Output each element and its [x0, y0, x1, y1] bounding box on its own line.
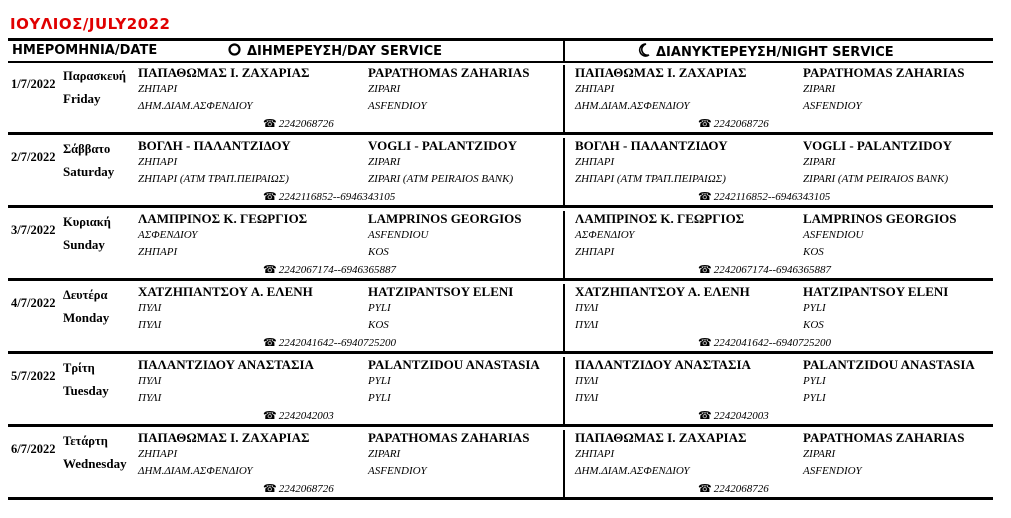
- day-location-greek: ΖΗΠΑΡΙ: [138, 83, 178, 95]
- day-location-english: PYLI: [368, 375, 391, 387]
- row-date: 5/7/2022: [11, 369, 56, 383]
- day-location-english: ZIPARI: [368, 156, 401, 168]
- day-phone: [263, 409, 334, 422]
- night-phone: [698, 190, 830, 203]
- row-day-english: Sunday: [63, 237, 105, 252]
- night-pharmacy-name-greek: ΧΑΤΖΗΠΑΝΤΣΟΥ Α. ΕΛΕΝΗ: [575, 284, 750, 299]
- day-address-english: ASFENDIOY: [368, 100, 427, 112]
- night-location-greek: ΖΗΠΑΡΙ: [575, 156, 615, 168]
- row-day-greek: Τετάρτη: [63, 434, 108, 448]
- phone-number: 2242067174--6946365887: [278, 264, 397, 276]
- row-day-greek: Παρασκευή: [63, 69, 127, 83]
- night-pharmacy-name-english: PALANTZIDOU ANASTASIA: [803, 357, 975, 372]
- phone-icon: ☎: [698, 191, 712, 203]
- column-divider: [563, 284, 565, 351]
- day-pharmacy-name-greek: ΧΑΤΖΗΠΑΝΤΣΟΥ Α. ΕΛΕΝΗ: [138, 284, 313, 299]
- phone-number: 2242068726: [713, 118, 769, 130]
- day-pharmacy-name-greek: ΠΑΠΑΘΩΜΑΣ Ι. ΖΑΧΑΡΙΑΣ: [138, 65, 310, 80]
- phone-number: 2242116852--6946343105: [278, 191, 396, 203]
- day-phone: [263, 482, 334, 495]
- phone-icon: ☎: [698, 483, 712, 495]
- day-location-english: ZIPARI: [368, 83, 401, 95]
- phone-number: 2242067174--6946365887: [713, 264, 832, 276]
- night-address-greek: ΔΗΜ.ΔΙΑΜ.ΑΣΦΕΝΔΙΟΥ: [575, 100, 690, 112]
- day-pharmacy-name-english: LAMPRINOS GEORGIOS: [368, 211, 522, 226]
- day-phone: [263, 117, 334, 130]
- night-location-greek: ΑΣΦΕΝΔΙΟΥ: [575, 229, 635, 241]
- phone-icon: ☎: [698, 410, 712, 422]
- day-pharmacy-name-english: VOGLI - PALANTZIDOY: [368, 138, 518, 153]
- night-phone: [698, 336, 831, 349]
- night-pharmacy-name-greek: ΠΑΠΑΘΩΜΑΣ Ι. ΖΑΧΑΡΙΑΣ: [575, 430, 747, 445]
- phone-icon: ☎: [263, 118, 277, 130]
- column-divider: [563, 357, 565, 424]
- day-location-greek: ΠΥΛΙ: [138, 375, 162, 387]
- night-pharmacy-name-english: PAPATHOMAS ZAHARIAS: [803, 430, 965, 445]
- schedule-row: [8, 282, 993, 355]
- phone-number: 2242042003: [278, 410, 334, 422]
- phone-number: 2242041642--6940725200: [278, 337, 397, 349]
- night-address-greek: ΖΗΠΑΡΙ: [575, 246, 615, 258]
- phone-icon: ☎: [263, 410, 277, 422]
- row-separator: [8, 132, 993, 135]
- day-pharmacy-name-greek: ΠΑΠΑΘΩΜΑΣ Ι. ΖΑΧΑΡΙΑΣ: [138, 430, 310, 445]
- phone-icon: ☎: [263, 337, 277, 349]
- day-location-greek: ΖΗΠΑΡΙ: [138, 448, 178, 460]
- row-day-greek: Σάββατο: [63, 142, 111, 156]
- day-pharmacy-name-english: HATZIPANTSOY ELENI: [368, 284, 514, 299]
- row-day-english: Tuesday: [63, 383, 109, 398]
- row-separator: [8, 424, 993, 427]
- day-phone: [263, 336, 396, 349]
- night-location-greek: ΠΥΛΙ: [575, 375, 599, 387]
- day-pharmacy-name-greek: ΠΑΛΑΝΤΖΙΔΟΥ ΑΝΑΣΤΑΣΙΑ: [138, 357, 314, 372]
- row-date: 3/7/2022: [11, 223, 56, 237]
- night-pharmacy-name-greek: ΒΟΓΛΗ - ΠΑΛΑΝΤΖΙΔΟΥ: [575, 138, 728, 153]
- row-day-english: Monday: [63, 310, 110, 325]
- day-pharmacy-name-greek: ΛΑΜΠΡΙΝΟΣ Κ. ΓΕΩΡΓΙΟΣ: [138, 211, 308, 226]
- row-date: 4/7/2022: [11, 296, 56, 310]
- phone-number: 2242068726: [713, 483, 769, 495]
- night-pharmacy-name-english: LAMPRINOS GEORGIOS: [803, 211, 957, 226]
- page-title: ΙΟΥΛΙΟΣ/JULY2022: [10, 15, 171, 33]
- night-pharmacy-name-english: HATZIPANTSOY ELENI: [803, 284, 949, 299]
- row-day-greek: Δευτέρα: [63, 288, 108, 302]
- column-divider: [563, 138, 565, 205]
- date-column-header: ΗΜΕΡΟΜΗΝΙΑ/DATE: [12, 43, 158, 58]
- night-phone: [698, 263, 831, 276]
- night-location-english: ZIPARI: [803, 448, 836, 460]
- day-location-greek: ΖΗΠΑΡΙ: [138, 156, 178, 168]
- night-pharmacy-name-greek: ΠΑΛΑΝΤΖΙΔΟΥ ΑΝΑΣΤΑΣΙΑ: [575, 357, 751, 372]
- schedule-row: [8, 63, 993, 136]
- night-address-greek: ΖΗΠΑΡΙ (ΑΤΜ ΤΡΑΠ.ΠΕΙΡΑΙΩΣ): [575, 173, 726, 185]
- sun-icon: [228, 43, 241, 60]
- phone-number: 2242068726: [278, 483, 334, 495]
- night-service-label: ΔΙΑΝΥΚΤΕΡΕΥΣΗ/NIGHT SERVICE: [656, 45, 894, 60]
- night-location-english: ZIPARI: [803, 83, 836, 95]
- day-address-greek: ΔΗΜ.ΔΙΑΜ.ΑΣΦΕΝΔΙΟΥ: [138, 100, 253, 112]
- day-address-greek: ΠΥΛΙ: [138, 392, 162, 404]
- night-address-greek: ΔΗΜ.ΔΙΑΜ.ΑΣΦΕΝΔΙΟΥ: [575, 465, 690, 477]
- schedule-row: [8, 428, 993, 501]
- row-separator: [8, 351, 993, 354]
- row-separator: [8, 278, 993, 281]
- day-service-header: [228, 43, 442, 60]
- night-pharmacy-name-english: PAPATHOMAS ZAHARIAS: [803, 65, 965, 80]
- day-address-english: KOS: [368, 246, 389, 258]
- day-address-greek: ΠΥΛΙ: [138, 319, 162, 331]
- night-address-english: ASFENDIOY: [803, 465, 862, 477]
- header-divider: [563, 39, 565, 63]
- phone-number: 2242116852--6946343105: [713, 191, 831, 203]
- night-location-greek: ΖΗΠΑΡΙ: [575, 83, 615, 95]
- night-address-english: KOS: [803, 246, 824, 258]
- row-date: 2/7/2022: [11, 150, 56, 164]
- night-service-header: [638, 43, 894, 61]
- night-pharmacy-name-greek: ΛΑΜΠΡΙΝΟΣ Κ. ΓΕΩΡΓΙΟΣ: [575, 211, 745, 226]
- phone-icon: ☎: [263, 191, 277, 203]
- day-service-label: ΔΙΗΜΕΡΕΥΣΗ/DAY SERVICE: [247, 44, 443, 59]
- schedule-row: [8, 209, 993, 282]
- night-address-english: PYLI: [803, 392, 826, 404]
- night-pharmacy-name-english: VOGLI - PALANTZIDOY: [803, 138, 953, 153]
- day-address-greek: ΖΗΠΑΡΙ (ΑΤΜ ΤΡΑΠ.ΠΕΙΡΑΙΩΣ): [138, 173, 289, 185]
- day-address-greek: ΔΗΜ.ΔΙΑΜ.ΑΣΦΕΝΔΙΟΥ: [138, 465, 253, 477]
- schedule-row: [8, 136, 993, 209]
- row-date: 1/7/2022: [11, 77, 56, 91]
- day-phone: [263, 263, 396, 276]
- day-location-english: ZIPARI: [368, 448, 401, 460]
- day-location-greek: ΑΣΦΕΝΔΙΟΥ: [138, 229, 198, 241]
- day-pharmacy-name-english: PALANTZIDOU ANASTASIA: [368, 357, 540, 372]
- night-phone: [698, 117, 769, 130]
- day-address-english: ZIPARI (ATM PEIRAIOS BANK): [368, 173, 514, 185]
- day-address-english: KOS: [368, 319, 389, 331]
- phone-number: 2242042003: [713, 410, 769, 422]
- moon-icon: [638, 43, 650, 61]
- row-day-greek: Τρίτη: [63, 361, 95, 375]
- night-address-greek: ΠΥΛΙ: [575, 392, 599, 404]
- row-date: 6/7/2022: [11, 442, 56, 456]
- column-divider: [563, 430, 565, 497]
- day-location-english: ASFENDIOU: [368, 229, 429, 241]
- phone-number: 2242068726: [278, 118, 334, 130]
- night-address-english: ZIPARI (ATM PEIRAIOS BANK): [803, 173, 949, 185]
- schedule-row: [8, 355, 993, 428]
- row-day-english: Wednesday: [63, 456, 127, 471]
- night-address-greek: ΠΥΛΙ: [575, 319, 599, 331]
- night-location-greek: ΠΥΛΙ: [575, 302, 599, 314]
- day-address-greek: ΖΗΠΑΡΙ: [138, 246, 178, 258]
- night-address-english: KOS: [803, 319, 824, 331]
- column-divider: [563, 211, 565, 278]
- day-pharmacy-name-english: PAPATHOMAS ZAHARIAS: [368, 430, 530, 445]
- day-pharmacy-name-english: PAPATHOMAS ZAHARIAS: [368, 65, 530, 80]
- night-location-english: ZIPARI: [803, 156, 836, 168]
- row-day-greek: Κυριακή: [63, 215, 111, 229]
- phone-number: 2242041642--6940725200: [713, 337, 832, 349]
- night-phone: [698, 409, 769, 422]
- night-pharmacy-name-greek: ΠΑΠΑΘΩΜΑΣ Ι. ΖΑΧΑΡΙΑΣ: [575, 65, 747, 80]
- day-phone: [263, 190, 395, 203]
- night-location-english: PYLI: [803, 375, 826, 387]
- phone-icon: ☎: [698, 118, 712, 130]
- night-location-english: ASFENDIOU: [803, 229, 864, 241]
- row-day-english: Saturday: [63, 164, 115, 179]
- row-day-english: Friday: [63, 91, 101, 106]
- day-address-english: PYLI: [368, 392, 391, 404]
- night-address-english: ASFENDIOY: [803, 100, 862, 112]
- header-top-rule: [8, 38, 993, 41]
- day-location-greek: ΠΥΛΙ: [138, 302, 162, 314]
- night-location-greek: ΖΗΠΑΡΙ: [575, 448, 615, 460]
- row-separator: [8, 205, 993, 208]
- day-pharmacy-name-greek: ΒΟΓΛΗ - ΠΑΛΑΝΤΖΙΔΟΥ: [138, 138, 291, 153]
- column-divider: [563, 65, 565, 132]
- phone-icon: ☎: [263, 264, 277, 276]
- phone-icon: ☎: [698, 264, 712, 276]
- day-address-english: ASFENDIOY: [368, 465, 427, 477]
- phone-icon: ☎: [698, 337, 712, 349]
- phone-icon: ☎: [263, 483, 277, 495]
- night-phone: [698, 482, 769, 495]
- night-location-english: PYLI: [803, 302, 826, 314]
- row-separator: [8, 497, 993, 500]
- day-location-english: PYLI: [368, 302, 391, 314]
